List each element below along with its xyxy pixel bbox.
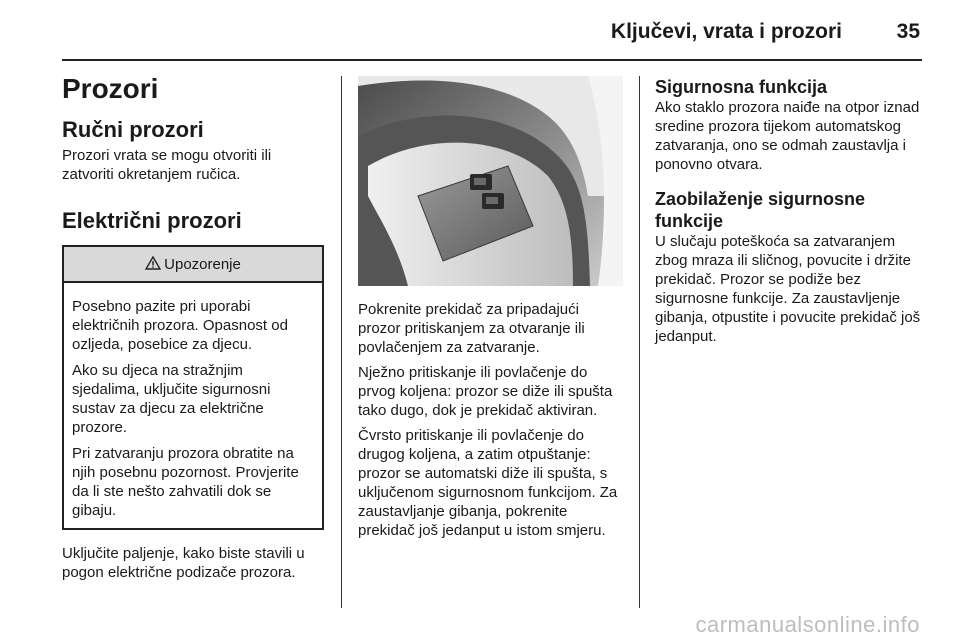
second-detent-text: Čvrsto pritiskanje ili povlačenje do drugog koljena, a zatim otpuštanje: prozor se automatski diže ili spušta, s uključenom sigurnosnom funkcijom. Za zaustavljanje gibanja, pokrenite prekidač još jedanput u istom smjeru.: [358, 427, 618, 539]
warning-triangle-icon: [145, 256, 161, 273]
header-rule: [62, 59, 922, 61]
manual-windows-text: Prozori vrata se mogu otvoriti ili zatvoriti okretanjem ručica.: [62, 147, 272, 183]
door-window-switch-photo: [358, 76, 623, 286]
watermark: carmanualsonline.info: [695, 612, 920, 637]
override-heading: Zaobilaženje sigurnosne funkcije: [655, 189, 866, 231]
section-title: Prozori: [62, 73, 159, 104]
ignition-text: Uključite paljenje, kako biste stavili u pogon električne podizače prozora.: [62, 545, 305, 581]
warning-label: Upozorenje: [164, 255, 241, 273]
column-middle: [358, 76, 623, 540]
switch-text: Pokrenite prekidač za pripadajući prozor pritiskanjem za otvaranje ili povlačenjem za zatvaranje.: [358, 301, 585, 356]
warning-box: [62, 245, 324, 530]
page-header: [0, 0, 960, 58]
first-detent-text: Nježno pritiskanje ili povlačenje do prvog koljena: prozor se diže ili spušta tako dugo, dok je prekidač aktiviran.: [358, 364, 613, 419]
chapter-title: Ključevi, vrata i prozori: [610, 20, 842, 43]
warning-body: [64, 283, 322, 528]
column-left: [62, 70, 324, 582]
column-right: [655, 76, 923, 346]
override-text: U slučaju poteškoća sa zatvaranjem zbog mraza ili sličnog, povucite i držite prekidač. Prozor se podiže bez sigurnosne funkcije. Za zaustavljenje gibanja, otpustite i povucite prekidač još jedanput.: [655, 233, 921, 345]
electric-windows-heading: Električni prozori: [62, 208, 242, 233]
warning-paragraph: Posebno pazite pri uporabi električnih prozora. Opasnost od ozljeda, posebice za djecu.: [72, 298, 288, 353]
column-divider-2: [639, 76, 640, 608]
column-divider-1: [341, 76, 342, 608]
warning-paragraph: Pri zatvaranju prozora obratite na njih posebnu pozornost. Provjerite da li ste nešto zahvatili dok se gibaju.: [72, 445, 299, 519]
warning-paragraph: Ako su djeca na stražnjim sjedalima, uključite sigurnosni sustav za djecu za električne prozore.: [72, 362, 271, 436]
page-number: 35: [896, 20, 920, 43]
safety-function-heading: Sigurnosna funkcija: [655, 77, 828, 97]
warning-header: [64, 247, 322, 283]
safety-function-text: Ako staklo prozora naiđe na otpor iznad sredine prozora tijekom automatskog zatvaranja, ono se odmah zaustavlja i ponovno otvara.: [655, 99, 920, 173]
manual-windows-heading: Ručni prozori: [62, 117, 204, 142]
